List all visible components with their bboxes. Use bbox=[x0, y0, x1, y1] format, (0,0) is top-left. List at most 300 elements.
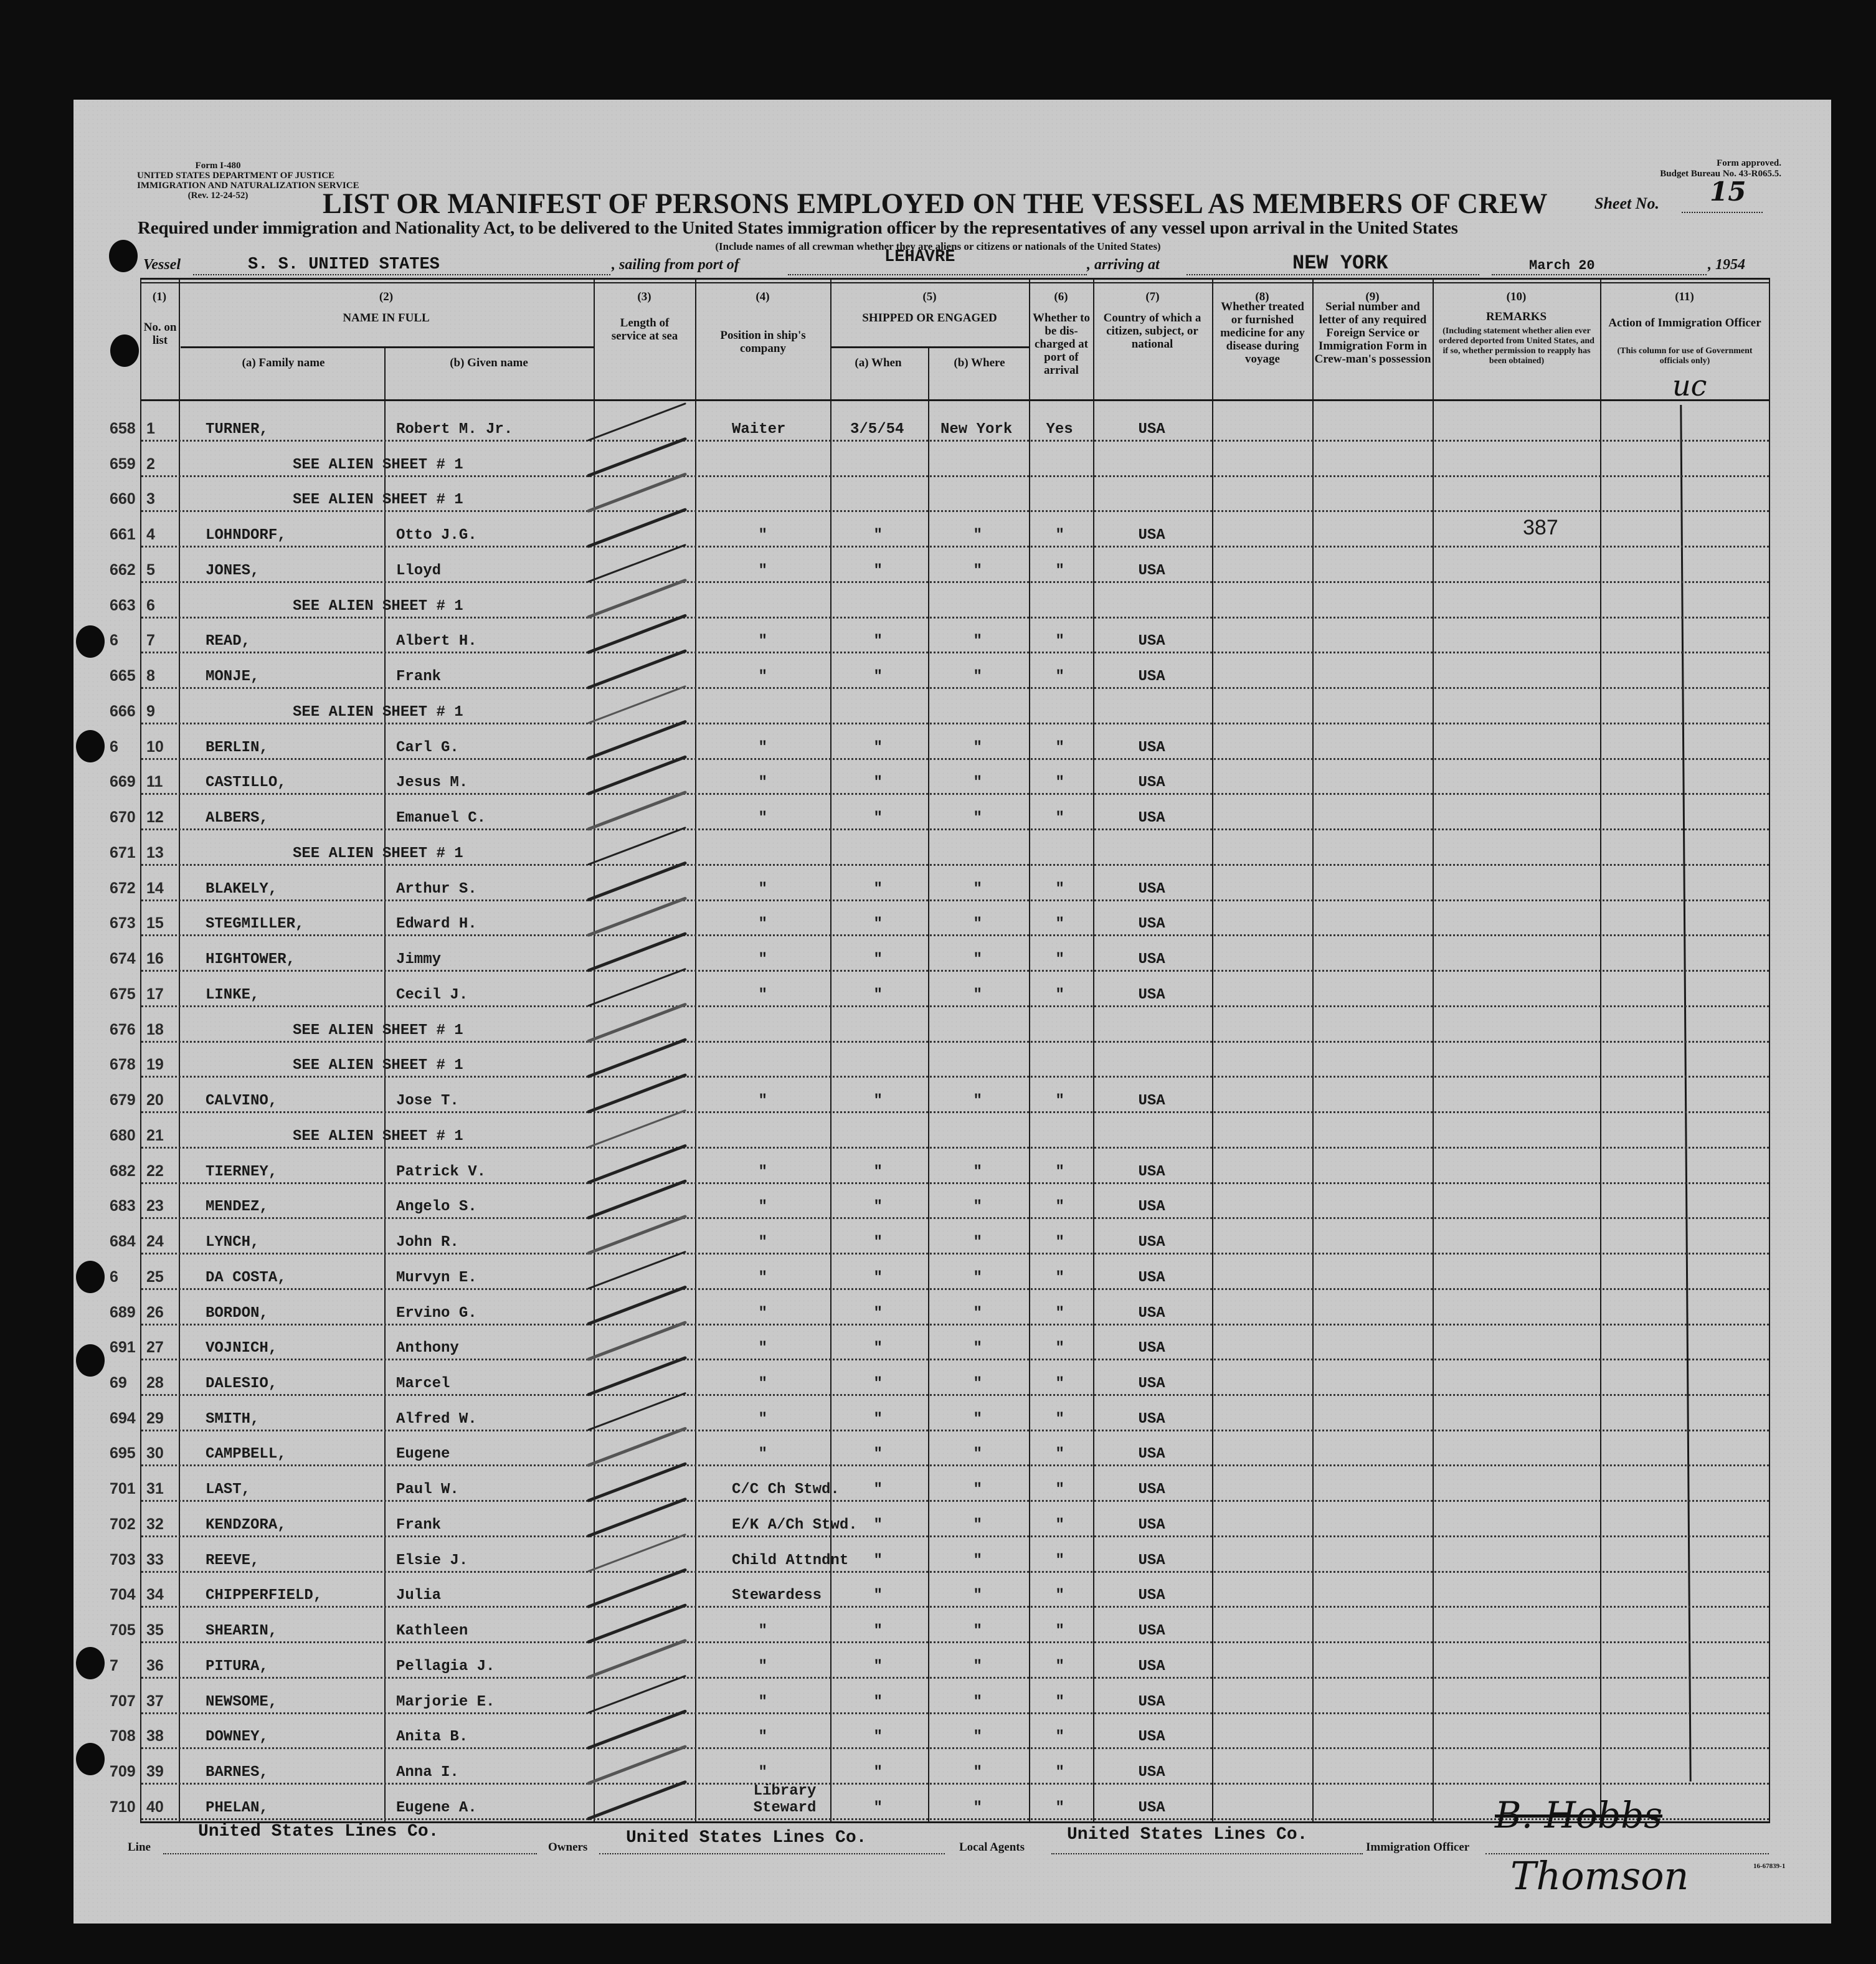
line-number: 709 bbox=[110, 1763, 136, 1781]
table-row bbox=[106, 477, 1769, 512]
table-row bbox=[106, 1537, 1769, 1573]
owners-label: Owners bbox=[548, 1841, 588, 1854]
discharged: " bbox=[1055, 1516, 1064, 1534]
discharged: " bbox=[1055, 1093, 1064, 1110]
shipped-when: " bbox=[873, 810, 883, 827]
line-number: 660 bbox=[110, 490, 136, 508]
fill-line bbox=[1051, 1853, 1363, 1854]
table-row bbox=[106, 1502, 1769, 1537]
line-number: 675 bbox=[110, 985, 136, 1003]
given-name: Marcel bbox=[396, 1375, 450, 1392]
row-number: 31 bbox=[146, 1480, 164, 1498]
given-name: Julia bbox=[396, 1587, 442, 1605]
family-name: LYNCH, bbox=[206, 1234, 260, 1251]
col-header-country: Country of which a citizen, subject, or national bbox=[1103, 311, 1201, 351]
given-name: Anna I. bbox=[396, 1764, 459, 1781]
line-number: 672 bbox=[110, 879, 136, 897]
line-number: 6 bbox=[110, 1268, 118, 1286]
discharged: " bbox=[1055, 1799, 1064, 1816]
given-name: Frank bbox=[396, 668, 442, 686]
table-row bbox=[106, 406, 1769, 442]
discharged: " bbox=[1055, 1304, 1064, 1322]
shipped-where: " bbox=[973, 880, 982, 898]
line-number: 673 bbox=[110, 914, 136, 932]
family-name: BLAKELY, bbox=[206, 880, 278, 898]
position: " bbox=[758, 562, 767, 579]
shipped-where: " bbox=[973, 1234, 982, 1251]
country: USA bbox=[1138, 1764, 1165, 1781]
fill-line bbox=[599, 1853, 945, 1854]
line-number: 661 bbox=[110, 526, 136, 544]
discharged: " bbox=[1055, 527, 1064, 544]
discharged: Yes bbox=[1046, 421, 1073, 438]
family-name: PITURA, bbox=[206, 1658, 268, 1675]
col-number: (3) bbox=[637, 290, 651, 303]
punch-hole bbox=[110, 334, 139, 367]
family-name: BERLIN, bbox=[206, 739, 268, 756]
given-name: Jesus M. bbox=[396, 774, 468, 792]
discharged: " bbox=[1055, 916, 1064, 933]
discharged: " bbox=[1055, 1234, 1064, 1251]
line-number: 701 bbox=[110, 1480, 136, 1498]
col-number: (9) bbox=[1365, 290, 1380, 303]
subtitle: Required under immigration and Nationality Act, to be delivered to the United States immigration officer by the representatives of any vessel upon arrival in the United States bbox=[138, 218, 1458, 238]
row-number: 29 bbox=[146, 1409, 164, 1427]
name-subrule bbox=[181, 346, 594, 348]
given-name: Anita B. bbox=[396, 1729, 468, 1746]
row-number: 17 bbox=[146, 985, 164, 1003]
row-number: 6 bbox=[146, 596, 155, 614]
family-name: BARNES, bbox=[206, 1764, 268, 1781]
fill-line bbox=[163, 1853, 537, 1854]
shipped-where: " bbox=[973, 1693, 982, 1710]
alien-sheet-note: SEE ALIEN SHEET # 1 bbox=[293, 456, 463, 473]
position: " bbox=[758, 810, 767, 827]
discharged: " bbox=[1055, 739, 1064, 756]
family-name: LINKE, bbox=[206, 986, 260, 1003]
position: " bbox=[758, 1163, 767, 1180]
line-number: 680 bbox=[110, 1126, 136, 1144]
country: USA bbox=[1138, 1729, 1165, 1746]
col-header-remarks-note: (Including statement whether alien ever ordered deported from United States, and if so, whether permission to reapply has been obtained) bbox=[1439, 326, 1594, 366]
line-number: 671 bbox=[110, 843, 136, 861]
given-name: Anthony bbox=[396, 1340, 459, 1357]
arrival-year: , 1954 bbox=[1708, 257, 1745, 273]
position: " bbox=[758, 1693, 767, 1710]
instruction-note: (Include names of all crewman whether they are aliens or citizens or nationals of the United States) bbox=[715, 240, 1161, 252]
row-number: 38 bbox=[146, 1727, 164, 1745]
col-number: (11) bbox=[1675, 290, 1694, 303]
family-name: HIGHTOWER, bbox=[206, 951, 296, 969]
shipped-where: " bbox=[973, 1198, 982, 1216]
arrival-date: March 20 bbox=[1529, 258, 1595, 273]
given-name: Arthur S. bbox=[396, 880, 477, 898]
row-number: 18 bbox=[146, 1020, 164, 1038]
shipped-where: " bbox=[973, 1623, 982, 1640]
approval-line: Form approved. bbox=[1717, 158, 1781, 168]
line-number: 676 bbox=[110, 1020, 136, 1038]
col-header-no: No. on list bbox=[143, 321, 177, 347]
shipped-where: " bbox=[973, 810, 982, 827]
country: USA bbox=[1138, 774, 1165, 792]
row-number: 9 bbox=[146, 702, 155, 720]
line-number: 663 bbox=[110, 596, 136, 614]
shipped-where: " bbox=[973, 1304, 982, 1322]
row-number: 22 bbox=[146, 1162, 164, 1180]
line-number: 69 bbox=[110, 1373, 127, 1392]
family-name: DALESIO, bbox=[206, 1375, 278, 1392]
col-number: (7) bbox=[1145, 290, 1160, 303]
line-number: 705 bbox=[110, 1621, 136, 1639]
country: USA bbox=[1138, 668, 1165, 686]
discharged: " bbox=[1055, 1198, 1064, 1216]
col-header-remarks: REMARKS bbox=[1485, 310, 1547, 323]
fill-line bbox=[193, 274, 610, 275]
country: USA bbox=[1138, 1340, 1165, 1357]
given-name: Albert H. bbox=[396, 633, 477, 650]
given-name: Frank bbox=[396, 1516, 442, 1534]
position: E/K A/Ch Stwd. bbox=[732, 1516, 858, 1534]
table-row bbox=[106, 1325, 1769, 1360]
shipped-subrule bbox=[831, 346, 1029, 348]
position: " bbox=[758, 1340, 767, 1357]
table-row bbox=[106, 1643, 1769, 1679]
given-name: Paul W. bbox=[396, 1481, 459, 1499]
alien-sheet-note: SEE ALIEN SHEET # 1 bbox=[293, 1057, 463, 1075]
table-row bbox=[106, 1396, 1769, 1431]
shipped-when: " bbox=[873, 1693, 883, 1710]
shipped-when: " bbox=[873, 1481, 883, 1499]
shipped-when: " bbox=[873, 1163, 883, 1180]
shipped-where: " bbox=[973, 1446, 982, 1463]
position: " bbox=[758, 1729, 767, 1746]
shipped-when: " bbox=[873, 668, 883, 686]
fill-line bbox=[1492, 274, 1707, 275]
country: USA bbox=[1138, 527, 1165, 544]
vessel-label: Vessel bbox=[143, 257, 181, 273]
table-row bbox=[106, 1219, 1769, 1255]
table-row bbox=[106, 901, 1769, 936]
family-name: ALBERS, bbox=[206, 810, 268, 827]
discharged: " bbox=[1055, 1481, 1064, 1499]
position: " bbox=[758, 1658, 767, 1675]
col-header-serial-number: Serial number and letter of any required Foreign Service or Immigration Form in Crew-man's possession bbox=[1314, 300, 1431, 366]
sailing-label: , sailing from port of bbox=[612, 257, 739, 273]
given-name: Patrick V. bbox=[396, 1163, 486, 1180]
line-value: United States Lines Co. bbox=[198, 1822, 439, 1841]
discharged: " bbox=[1055, 774, 1064, 792]
col-number: (5) bbox=[922, 290, 937, 303]
col-header-where: (b) Where bbox=[954, 356, 1005, 369]
row-number: 21 bbox=[146, 1126, 164, 1144]
line-number: 670 bbox=[110, 809, 136, 827]
given-name: Kathleen bbox=[396, 1623, 468, 1640]
table-row bbox=[106, 1113, 1769, 1149]
immigration-officer-label: Immigration Officer bbox=[1366, 1841, 1470, 1854]
given-name: Ervino G. bbox=[396, 1304, 477, 1322]
family-name: SHEARIN, bbox=[206, 1623, 278, 1640]
shipped-where: " bbox=[973, 739, 982, 756]
row-number: 8 bbox=[146, 667, 155, 685]
position: " bbox=[758, 739, 767, 756]
country: USA bbox=[1138, 810, 1165, 827]
discharged: " bbox=[1055, 668, 1064, 686]
table-row bbox=[106, 1149, 1769, 1184]
line-label: Line bbox=[128, 1841, 151, 1854]
position: " bbox=[758, 668, 767, 686]
punch-hole bbox=[76, 1261, 105, 1293]
country: USA bbox=[1138, 421, 1165, 438]
discharged: " bbox=[1055, 1269, 1064, 1286]
line-number: 695 bbox=[110, 1445, 136, 1463]
position: " bbox=[758, 880, 767, 898]
line-number: 703 bbox=[110, 1550, 136, 1568]
shipped-where: " bbox=[973, 1375, 982, 1392]
shipped-where: " bbox=[973, 1410, 982, 1428]
table-row bbox=[106, 653, 1769, 689]
position: " bbox=[758, 1375, 767, 1392]
country: USA bbox=[1138, 1093, 1165, 1110]
col-number: (1) bbox=[152, 290, 167, 303]
discharged: " bbox=[1055, 1552, 1064, 1569]
position: Child Attndnt bbox=[732, 1552, 849, 1569]
table-row bbox=[106, 724, 1769, 760]
family-name: READ, bbox=[206, 633, 251, 650]
given-name: Jimmy bbox=[396, 951, 442, 969]
discharged: " bbox=[1055, 1729, 1064, 1746]
line-number: 707 bbox=[110, 1692, 136, 1710]
discharged: " bbox=[1055, 986, 1064, 1003]
shipped-when: " bbox=[873, 880, 883, 898]
shipped-where: " bbox=[973, 1163, 982, 1180]
given-name: Carl G. bbox=[396, 739, 459, 756]
row-number: 25 bbox=[146, 1268, 164, 1286]
shipped-when: " bbox=[873, 1729, 883, 1746]
alien-sheet-note: SEE ALIEN SHEET # 1 bbox=[293, 1127, 463, 1145]
shipped-where: " bbox=[973, 1093, 982, 1110]
shipped-when: " bbox=[873, 1623, 883, 1640]
row-number: 28 bbox=[146, 1373, 164, 1392]
given-name: Eugene A. bbox=[396, 1799, 477, 1816]
form-number: Form I-480 bbox=[195, 161, 241, 171]
discharged: " bbox=[1055, 1410, 1064, 1428]
table-row bbox=[106, 1466, 1769, 1502]
shipped-when: " bbox=[873, 1198, 883, 1216]
table-row bbox=[106, 1608, 1769, 1643]
family-name: BORDON, bbox=[206, 1304, 268, 1322]
revision: (Rev. 12-24-52) bbox=[187, 191, 249, 201]
family-name: MONJE, bbox=[206, 668, 260, 686]
remarks: 387 bbox=[1523, 516, 1558, 540]
shipped-when: " bbox=[873, 1764, 883, 1781]
discharged: " bbox=[1055, 1693, 1064, 1710]
shipped-when: " bbox=[873, 774, 883, 792]
col-number: (4) bbox=[756, 290, 770, 303]
discharged: " bbox=[1055, 951, 1064, 969]
row-number: 10 bbox=[146, 738, 164, 756]
line-number: 674 bbox=[110, 950, 136, 968]
position: " bbox=[758, 1234, 767, 1251]
line-number: 6 bbox=[110, 632, 118, 650]
country: USA bbox=[1138, 1163, 1165, 1180]
local-agents-value: United States Lines Co. bbox=[1067, 1825, 1308, 1844]
table-row bbox=[106, 618, 1769, 653]
country: USA bbox=[1138, 562, 1165, 579]
line-number: 702 bbox=[110, 1515, 136, 1533]
shipped-when: " bbox=[873, 1446, 883, 1463]
print-code: 16-67839-1 bbox=[1753, 1862, 1786, 1870]
row-number: 27 bbox=[146, 1339, 164, 1357]
given-name: Otto J.G. bbox=[396, 527, 477, 544]
family-name: LAST, bbox=[206, 1481, 251, 1499]
family-name: LOHNDORF, bbox=[206, 527, 287, 544]
col-header-officer-note: (This column for use of Government officials only) bbox=[1617, 346, 1753, 366]
position: " bbox=[758, 1446, 767, 1463]
shipped-where: " bbox=[973, 633, 982, 650]
given-name: Elsie J. bbox=[396, 1552, 468, 1569]
position: " bbox=[758, 633, 767, 650]
shipped-when: " bbox=[873, 1340, 883, 1357]
shipped-when: " bbox=[873, 1093, 883, 1110]
shipped-when: " bbox=[873, 739, 883, 756]
line-number: 683 bbox=[110, 1197, 136, 1215]
country: USA bbox=[1138, 1375, 1165, 1392]
shipped-where: " bbox=[973, 1799, 982, 1816]
shipped-where: " bbox=[973, 527, 982, 544]
given-name: Angelo S. bbox=[396, 1198, 477, 1216]
thomson-signature: Thomson bbox=[1510, 1853, 1689, 1899]
row-number: 1 bbox=[146, 420, 155, 437]
country: USA bbox=[1138, 633, 1165, 650]
country: USA bbox=[1138, 1446, 1165, 1463]
position: " bbox=[758, 1093, 767, 1110]
col-header-given-name: (b) Given name bbox=[450, 356, 528, 369]
punch-hole bbox=[76, 1743, 105, 1775]
shipped-when: " bbox=[873, 1269, 883, 1286]
shipped-when: " bbox=[873, 1552, 883, 1569]
position: " bbox=[758, 986, 767, 1003]
row-number: 7 bbox=[146, 632, 155, 650]
table-row bbox=[106, 759, 1769, 795]
table-row bbox=[106, 795, 1769, 830]
shipped-when: " bbox=[873, 1304, 883, 1322]
shipped-where: " bbox=[973, 1764, 982, 1781]
country: USA bbox=[1138, 1552, 1165, 1569]
shipped-where: New York bbox=[940, 421, 1013, 438]
port-to: NEW YORK bbox=[1292, 252, 1388, 275]
line-number: 682 bbox=[110, 1162, 136, 1180]
table-row bbox=[106, 1290, 1769, 1326]
shipped-where: " bbox=[973, 668, 982, 686]
family-name: MENDEZ, bbox=[206, 1198, 268, 1216]
given-name: Eugene bbox=[396, 1446, 450, 1463]
country: USA bbox=[1138, 951, 1165, 969]
row-number: 11 bbox=[146, 773, 163, 791]
line-number: 666 bbox=[110, 702, 136, 720]
position: " bbox=[758, 1623, 767, 1640]
given-name: John R. bbox=[396, 1234, 459, 1251]
given-name: Alfred W. bbox=[396, 1410, 477, 1428]
line-number: 665 bbox=[110, 667, 136, 685]
shipped-where: " bbox=[973, 951, 982, 969]
table-row bbox=[106, 1714, 1769, 1749]
line-number: 6 bbox=[110, 738, 118, 756]
col-header-shipped: SHIPPED OR ENGAGED bbox=[862, 311, 997, 325]
alien-sheet-note: SEE ALIEN SHEET # 1 bbox=[293, 491, 463, 509]
country: USA bbox=[1138, 1198, 1165, 1216]
sheet-fill-line bbox=[1682, 212, 1763, 213]
row-number: 19 bbox=[146, 1056, 164, 1074]
row-number: 20 bbox=[146, 1091, 164, 1109]
row-number: 15 bbox=[146, 914, 164, 932]
department: UNITED STATES DEPARTMENT OF JUSTICE bbox=[137, 171, 335, 181]
row-number: 40 bbox=[146, 1798, 164, 1816]
given-name: Marjorie E. bbox=[396, 1693, 495, 1710]
line-number: 659 bbox=[110, 455, 136, 473]
col-header-length-of-service: Length of service at sea bbox=[611, 316, 678, 343]
given-name: Murvyn E. bbox=[396, 1269, 477, 1286]
punch-hole bbox=[76, 1344, 105, 1377]
row-number: 26 bbox=[146, 1303, 164, 1321]
country: USA bbox=[1138, 1269, 1165, 1286]
shipped-when: " bbox=[873, 1658, 883, 1675]
position: Stewardess bbox=[732, 1587, 822, 1605]
shipped-where: " bbox=[973, 1552, 982, 1569]
local-agents-label: Local Agents bbox=[959, 1841, 1025, 1854]
shipped-where: " bbox=[973, 1269, 982, 1286]
row-number: 5 bbox=[146, 561, 155, 579]
shipped-when: " bbox=[873, 633, 883, 650]
row-number: 36 bbox=[146, 1656, 164, 1674]
table-row bbox=[106, 1749, 1769, 1785]
position: " bbox=[758, 1269, 767, 1286]
shipped-where: " bbox=[973, 1729, 982, 1746]
row-number: 32 bbox=[146, 1515, 164, 1533]
shipped-when: " bbox=[873, 916, 883, 933]
discharged: " bbox=[1055, 1446, 1064, 1463]
col-number: (8) bbox=[1255, 290, 1269, 303]
position: " bbox=[758, 527, 767, 544]
table-row bbox=[106, 1431, 1769, 1466]
row-number: 35 bbox=[146, 1621, 164, 1639]
family-name: PHELAN, bbox=[206, 1799, 268, 1816]
country: USA bbox=[1138, 1623, 1165, 1640]
table-row bbox=[106, 689, 1769, 724]
service: IMMIGRATION AND NATURALIZATION SERVICE bbox=[137, 181, 359, 191]
line-number: 7 bbox=[110, 1656, 118, 1674]
shipped-when: " bbox=[873, 1516, 883, 1534]
country: USA bbox=[1138, 916, 1165, 933]
line-number: 694 bbox=[110, 1409, 136, 1427]
table-row bbox=[106, 866, 1769, 901]
alien-sheet-note: SEE ALIEN SHEET # 1 bbox=[293, 703, 463, 721]
position: " bbox=[758, 1304, 767, 1322]
row-number: 39 bbox=[146, 1763, 164, 1781]
family-name: CAMPBELL, bbox=[206, 1446, 287, 1463]
line-number: 689 bbox=[110, 1303, 136, 1321]
given-name: Cecil J. bbox=[396, 986, 468, 1003]
alien-sheet-note: SEE ALIEN SHEET # 1 bbox=[293, 597, 463, 615]
position: " bbox=[758, 951, 767, 969]
row-number: 12 bbox=[146, 809, 164, 827]
table-row bbox=[106, 442, 1769, 477]
position: Waiter bbox=[732, 421, 786, 438]
punch-hole bbox=[76, 1647, 105, 1679]
family-name: VOJNICH, bbox=[206, 1340, 278, 1357]
position: C/C Ch Stwd. bbox=[732, 1481, 840, 1499]
line-number: 679 bbox=[110, 1091, 136, 1109]
shipped-when: " bbox=[873, 1587, 883, 1605]
